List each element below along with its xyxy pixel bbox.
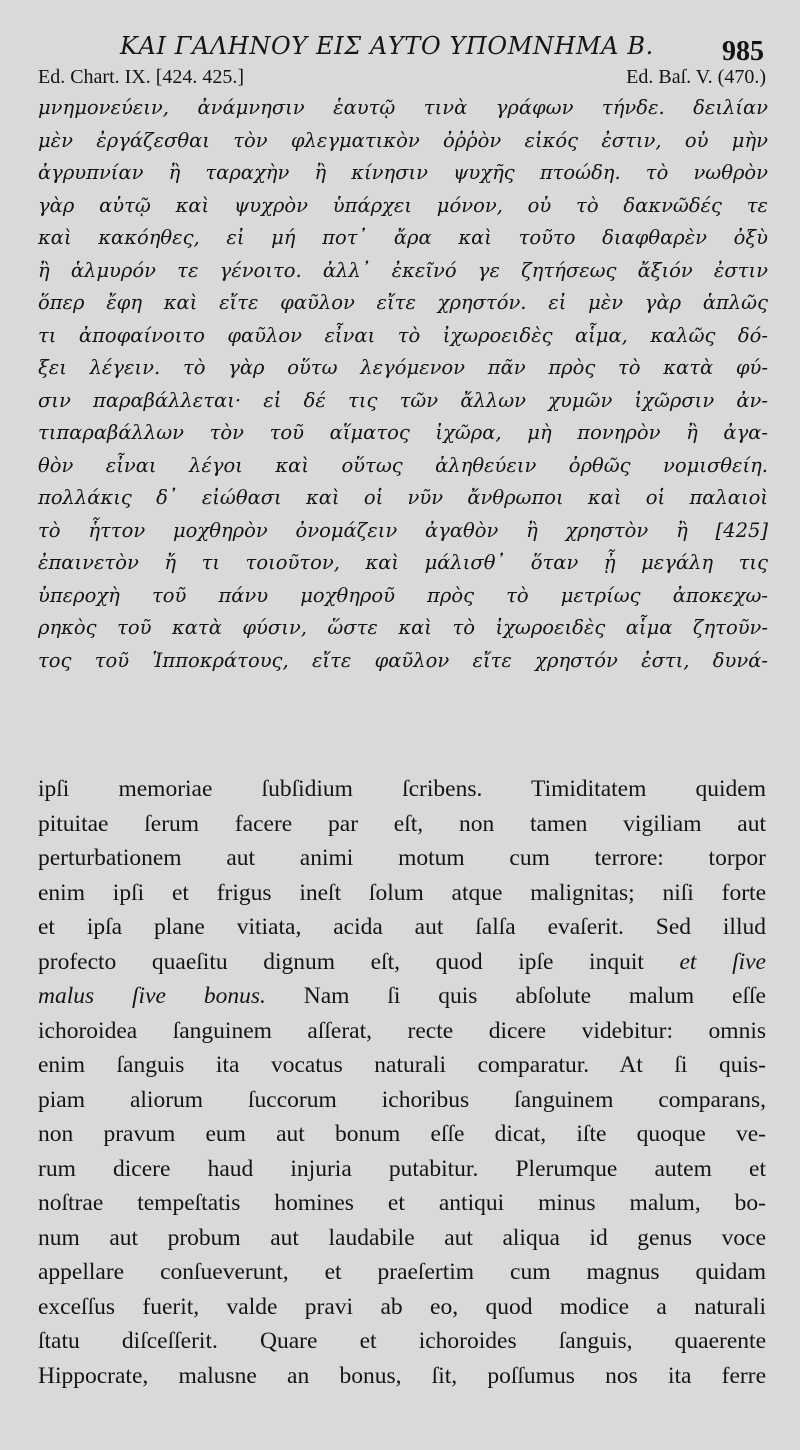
latin-text-block	[38, 772, 766, 1393]
latin-line: piam aliorum ſuccorum ichoribus ſanguinem comparans,	[38, 1086, 766, 1113]
greek-line: σιν παραβάλλεται· εἰ δέ τις τῶν ἄλλων χυμῶν ἰχῶρσιν ἀν-	[38, 388, 768, 412]
latin-line: ſtatu diſceſſerit. Quare et ichoroides ſanguis, quaerente	[38, 1328, 766, 1354]
latin-line: et ipſa plane vitiata, acida aut ſalſa evaſerit. Sed illud	[38, 914, 766, 940]
greek-line: ὅπερ ἔφη καὶ εἴτε φαῦλον εἴτε χρηστόν. εἰ μὲν γὰρ ἁπλῶς	[38, 291, 768, 314]
greek-line: ἢ ἁλμυρόν τε γένοιτο. ἀλλ᾽ ἐκεῖνό γε ζητήσεως ἄξιόν ἐστιν	[38, 258, 768, 282]
latin-text: Nam ſi quis abſolute malum eſſe	[303, 983, 766, 1009]
latin-line: num aut probum aut laudabile aut aliqua id genus voce	[38, 1224, 766, 1251]
greek-line: ἀγρυπνίαν ἢ ταραχὴν ἢ κίνησιν ψυχῆς πτοώδη. τὸ νωθρὸν	[38, 161, 768, 184]
greek-line: ὑπεροχὴ τοῦ πάνυ μοχθηροῦ πρὸς τὸ μετρίως ἀποκεχω-	[38, 583, 768, 607]
latin-text: profecto quaeſitu dignum eſt, quod ipſe inquit	[38, 948, 644, 975]
edition-chart-reference: Ed. Chart. IX. [424. 425.]	[38, 66, 245, 88]
greek-line: τος τοῦ Ἱπποκράτους, εἴτε φαῦλον εἴτε χρηστόν ἐστι, δυνά-	[38, 648, 768, 672]
latin-line: enim ipſi et frigus ineſt ſolum atque malignitas; niſi forte	[38, 879, 766, 906]
greek-line: ἐπαινετὸν ἤ τι τοιοῦτον, καὶ μάλισθ᾽ ὅταν ᾖ μεγάλη τις	[38, 551, 768, 574]
latin-line: non pravum eum aut bonum eſſe dicat, iſte quoque ve-	[38, 1121, 766, 1147]
greek-line: μὲν ἐργάζεσθαι τὸν φλεγματικὸν ὀῤῥὸν εἰκός ἐστιν, οὐ μὴν	[38, 128, 768, 152]
latin-line-with-italic	[38, 945, 766, 980]
latin-line: perturbationem aut animi motum cum terrore: torpor	[38, 845, 766, 871]
greek-text-block	[38, 92, 768, 677]
latin-line: pituitae ſerum facere par eſt, non tamen vigiliam aut	[38, 810, 766, 837]
greek-line: τι ἀποφαίνοιτο φαῦλον εἶναι τὸ ἰχωροειδὲς αἷμα, καλῶς δό-	[38, 323, 768, 347]
greek-line: θὸν εἶναι λέγοι καὶ οὕτως ἀληθεύειν ὀρθῶς νομισθείη.	[38, 453, 768, 477]
latin-line: noſtrae tempeſtatis homines et antiqui minus malum, bo-	[38, 1190, 766, 1216]
greek-line: τιπαραβάλλων τὸν τοῦ αἵματος ἰχῶρα, μὴ πονηρὸν ἢ ἀγα-	[38, 421, 768, 444]
greek-line: τὸ ἧττον μοχθηρὸν ὀνομάζειν ἀγαθὸν ἢ χρηστὸν ἢ [425]	[38, 518, 768, 542]
running-title: ΚΑΙ ΓΑΛΗΝΟΥ ΕΙΣ ΑΥΤΟ ΥΠΟΜΝΗΜΑ Β.	[120, 32, 654, 60]
italic-quotation: et ſive	[679, 948, 766, 975]
latin-line: ichoroidea ſanguinem aſſerat, recte dicere videbitur: omnis	[38, 1017, 766, 1044]
greek-line: ρηκὸς τοῦ κατὰ φύσιν, ὥστε καὶ τὸ ἰχωροειδὲς αἷμα ζητοῦν-	[38, 616, 768, 639]
edition-basel-reference: Ed. Baſ. V. (470.)	[626, 66, 766, 88]
greek-line: ξει λέγειν. τὸ γὰρ οὕτω λεγόμενον πᾶν πρὸς τὸ κατὰ φύ-	[38, 356, 768, 379]
latin-line-with-italic	[38, 979, 766, 1014]
running-head	[38, 30, 768, 70]
greek-line: πολλάκις δ᾽ εἰώθασι καὶ οἱ νῦν ἄνθρωποι καὶ οἱ παλαιοὶ	[38, 486, 768, 509]
greek-line: καὶ κακόηθες, εἰ μή ποτ᾽ ἄρα καὶ τοῦτο διαφθαρὲν ὀξὺ	[38, 226, 768, 249]
latin-line: Hippocrate, malusne an bonus, ſit, poſſumus nos ita ferre	[38, 1362, 766, 1389]
greek-line: μνημονεύειν, ἀνάμνησιν ἑαυτῷ τινὰ γράφων τήνδε. δειλίαν	[38, 96, 768, 119]
page-number: 985	[722, 36, 764, 67]
latin-line: exceſſus fuerit, valde pravi ab eo, quod modice a naturali	[38, 1293, 766, 1320]
greek-line: γὰρ αὐτῷ καὶ ψυχρὸν ὑπάρχει μόνον, οὐ τὸ δακνῶδές τε	[38, 193, 768, 217]
italic-quotation: malus ſive bonus.	[38, 983, 266, 1009]
latin-line: appellare conſueverunt, et praeſertim cum magnus quidam	[38, 1259, 766, 1285]
latin-line: enim ſanguis ita vocatus naturali comparatur. At ſi quis-	[38, 1052, 766, 1078]
latin-line: ipſi memoriae ſubſidium ſcribens. Timiditatem quidem	[38, 776, 766, 802]
latin-line: rum dicere haud injuria putabitur. Plerumque autem et	[38, 1155, 766, 1182]
